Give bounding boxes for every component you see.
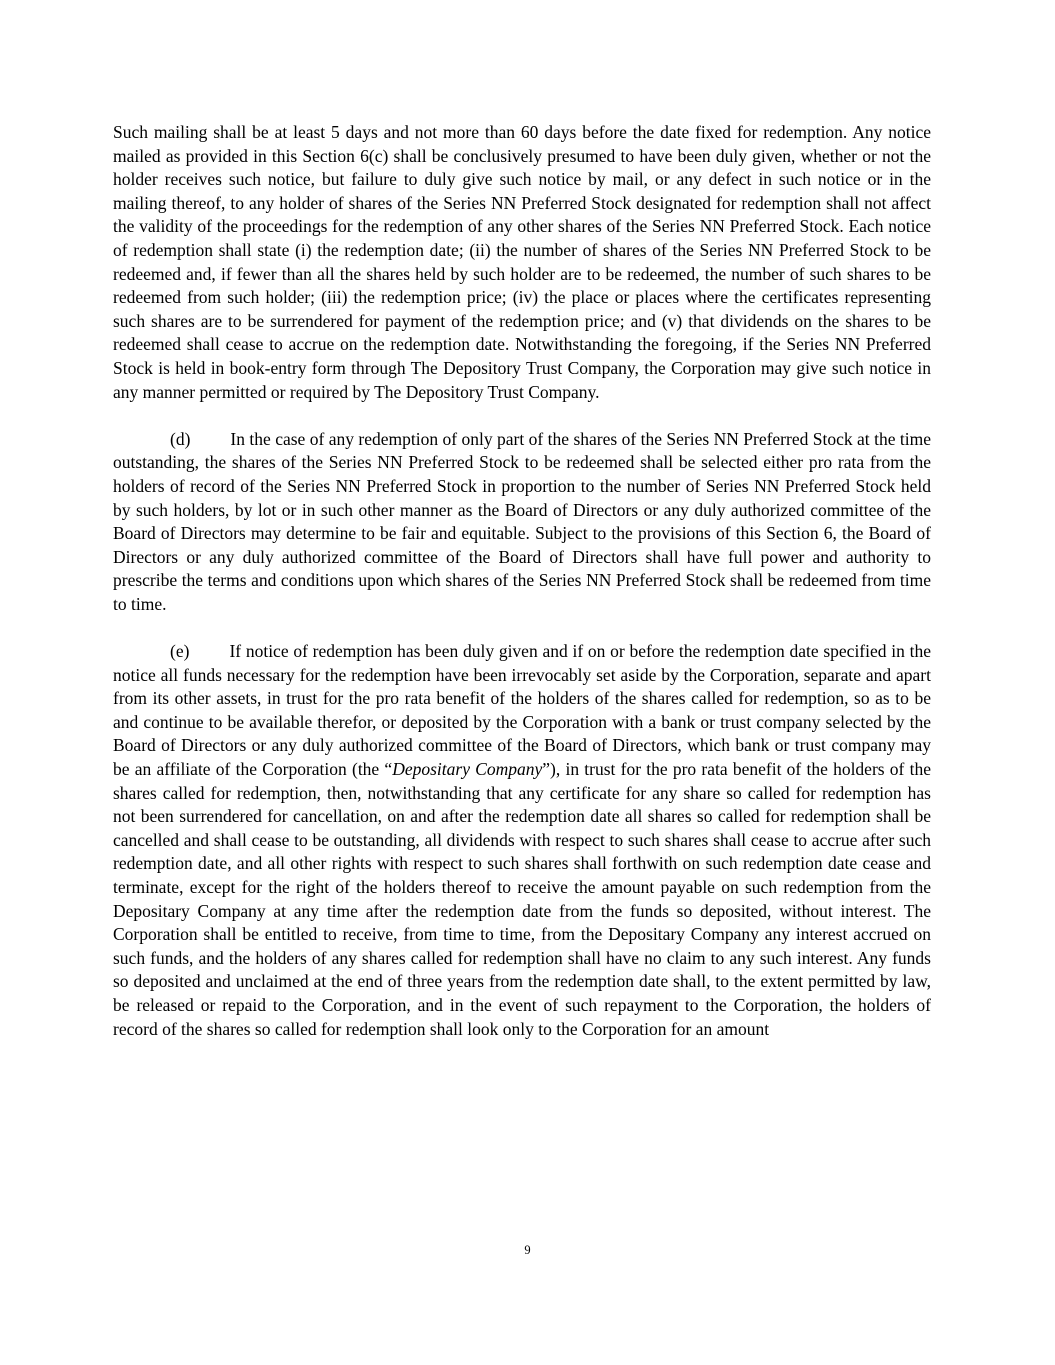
paragraph xyxy=(113,428,931,617)
page-number: 9 xyxy=(524,1243,531,1257)
defined-term: Depositary Company xyxy=(392,759,543,780)
document-body xyxy=(113,121,931,1065)
paragraph-text: In the case of any redemption of only part of the shares of the Series NN Preferred Stock at the time outstanding, the shares of the Series NN Preferred Stock to be redeemed shall be selected either pro rata from the holders of record of the Series NN Preferred Stock in proportion to the number of Series NN Preferred Stock held by such holders, by lot or in such other manner as the Board of Directors or any duly authorized committee of the Board of Directors may determine to be fair and equitable. Subject to the provisions of this Section 6, the Board of Directors or any duly authorized committee of the Board of Directors shall have full power and authority to prescribe the terms and conditions upon which shares of the Series NN Preferred Stock shall be redeemed from time to time. xyxy=(113,428,931,614)
paragraph xyxy=(113,121,931,404)
paragraph-label: (d) xyxy=(170,428,191,449)
paragraph-text: Such mailing shall be at least 5 days and not more than 60 days before the date fixed for redemption. Any notice mailed as provided in this Section 6(c) shall be conclusively presumed to have been duly given, whether or not the holder receives such notice, but failure to duly give such notice by mail, or any defect in such notice or in the mailing thereof, to any holder of shares of the Series NN Preferred Stock designated for redemption shall not affect the validity of the proceedings for the redemption of any other shares of the Series NN Preferred Stock. Each notice of redemption shall state (i) the redemption date; (ii) the number of shares of the Series NN Preferred Stock to be redeemed and, if fewer than all the shares held by such holder are to be redeemed, the number of such shares to be redeemed from such holder; (iii) the redemption price; (iv) the place or places where the certificates representing such shares are to be surrendered for payment of the redemption price; and (v) that dividends on the shares to be redeemed shall cease to accrue on the redemption date. Notwithstanding the foregoing, if the Series NN Preferred Stock is held in book-entry form through The Depository Trust Company, the Corporation may give such notice in any manner permitted or required by The Depository Trust Company. xyxy=(113,122,931,402)
paragraph xyxy=(113,640,931,1041)
paragraph-text: If notice of redemption has been duly given and if on or before the redemption date specified in the notice all funds necessary for the redemption have been irrevocably set aside by the Corporation, separate and apart from its other assets, in trust for the pro rata benefit of the holders of the shares called for redemption, so as to be and continue to be available therefor, or deposited by the Corporation with a bank or trust company selected by the Board of Directors or any duly authorized committee of the Board of Directors, which bank or trust company may be an affiliate of the Corporation (the “ xyxy=(113,641,931,780)
paragraph-text: ”), in trust for the pro rata benefit of the holders of the shares called for redemption, then, notwithstanding that any certificate for any share so called for redemption has not been surrendered for cancellation, on and after the redemption date all shares so called for redemption shall be cancelled and shall cease to be outstanding, all dividends with respect to such shares shall cease to accrue after such redemption date, and all other rights with respect to such shares shall forthwith on such redemption date cease and terminate, except for the right of the holders thereof to receive the amount payable on such redemption from the Depositary Company at any time after the redemption date from the funds so deposited, without interest. The Corporation shall be entitled to receive, from time to time, from the Depositary Company any interest accrued on such funds, and the holders of any shares called for redemption shall have no claim to any such interest. Any funds so deposited and unclaimed at the end of three years from the redemption date shall, to the extent permitted by law, be released or repaid to the Corporation, and in the event of such repayment to the Corporation, the holders of record of the shares so called for redemption shall look only to the Corporation for an amount xyxy=(113,759,931,1039)
paragraph-label: (e) xyxy=(170,641,190,662)
